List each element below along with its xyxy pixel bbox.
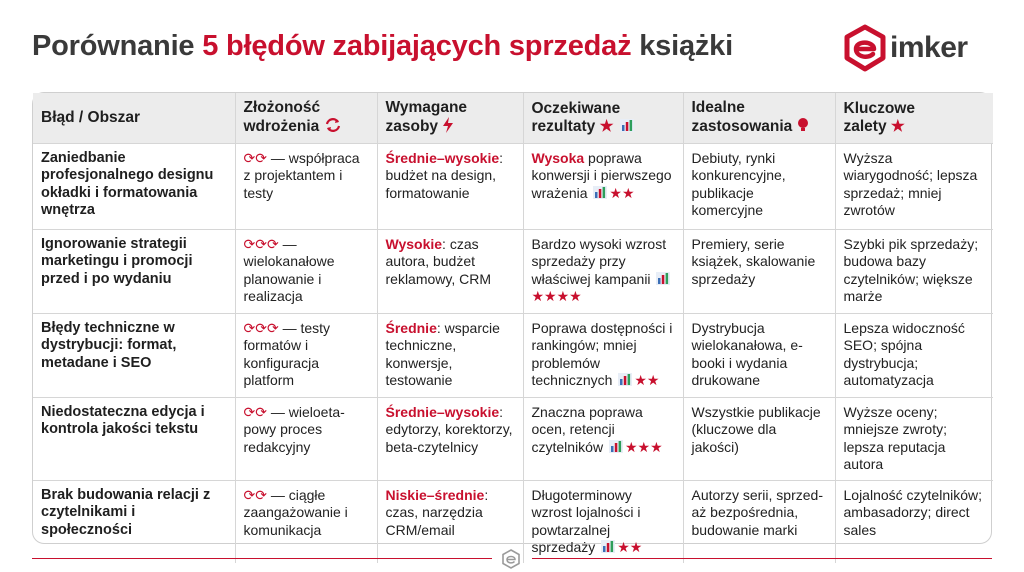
error-area-cell: Niedostateczna edycja i kontrola jakości tekstu [33, 397, 235, 480]
footer-logo-icon [500, 548, 522, 570]
rating-stars: ★★★★ [531, 288, 582, 304]
advantages-cell: Wyższa wiarygodność; lepsza sprzedaż; mniej zwrotów [835, 143, 993, 229]
complexity-cell: ⟳⟳ — współpraca z projektantem i testy [235, 143, 377, 229]
loop-icons: ⟳⟳ [243, 486, 267, 503]
table-row [33, 397, 993, 480]
title-part1: Porównanie [32, 30, 203, 62]
loop-icons: ⟳⟳ [243, 403, 267, 420]
header-complexity: Złożoność wdrożenia [235, 93, 377, 143]
error-area-cell: Brak budowania relacji z czytelnikami i społeczności [33, 480, 235, 563]
error-area-cell: Zaniedbanie profesjonalnego designu okładki i formatowania wnętrza [33, 143, 235, 229]
bar-chart-icon [593, 186, 607, 199]
table-row [33, 229, 993, 313]
lightning-icon [442, 117, 454, 133]
refresh-icon [324, 117, 342, 133]
header-uses: Idealne zastosowania [683, 93, 835, 143]
resources-cell: Niskie–średnie: czas, narzędzia CRM/email [377, 480, 523, 563]
table-header-row [33, 93, 993, 143]
resources-cell: Średnie–wysokie: budżet na design, formatowanie [377, 143, 523, 229]
complexity-cell: ⟳⟳⟳ — testy formatów i konfiguracja platform [235, 313, 377, 397]
results-cell: Bardzo wysoki wzrost sprzedaży przy właściwej kampanii ★★★★ [523, 229, 683, 313]
uses-cell: Autorzy serii, sprzed-aż bezpośrednia, budowanie marki [683, 480, 835, 563]
title-accent: 5 błędów zabijających sprzedaż [202, 30, 632, 62]
results-cell: Znaczna poprawa ocen, retencji czytelników ★★★ [523, 397, 683, 480]
uses-cell: Debiuty, rynki konkurencyjne, publikacje komercyjne [683, 143, 835, 229]
rating-stars: ★★ [617, 539, 643, 555]
results-cell: Długoterminowy wzrost lojalności i powtarzalnej sprzedaży ★★ [523, 480, 683, 563]
resources-cell: Wysokie: czas autora, budżet reklamowy, CRM [377, 229, 523, 313]
footer-divider-right [532, 558, 992, 559]
footer-divider-left [32, 558, 492, 559]
error-area-cell: Błędy techniczne w dystrybucji: format, metadane i SEO [33, 313, 235, 397]
loop-icons: ⟳⟳ [243, 149, 267, 166]
advantages-cell: Szybki pik sprzedaży; budowa bazy czytelników; większe marże [835, 229, 993, 313]
logo-text: imker [890, 31, 968, 64]
complexity-cell: ⟳⟳⟳ — wielokanałowe planowanie i realizacja [235, 229, 377, 313]
results-cell: Wysoka poprawa konwersji i pierwszego wrażenia ★★ [523, 143, 683, 229]
title-part2: książki [631, 30, 733, 62]
complexity-cell: ⟳⟳ — wieloeta-powy proces redakcyjny [235, 397, 377, 480]
uses-cell: Premiery, serie książek, skalowanie sprzedaży [683, 229, 835, 313]
comparison-table [32, 92, 992, 555]
bar-chart-icon [656, 272, 670, 285]
resources-cell: Średnie–wysokie: edytorzy, korektorzy, beta-czytelnicy [377, 397, 523, 480]
brand-logo [842, 20, 1002, 76]
table-row [33, 143, 993, 229]
rating-stars: ★★ [634, 372, 660, 388]
advantages-cell: Lepsza widoczność SEO; spójna dystrybucja; automatyzacja [835, 313, 993, 397]
results-cell: Poprawa dostępności i rankingów; mniej problemów technicznych ★★ [523, 313, 683, 397]
error-area-cell: Ignorowanie strategii marketingu i promocji przed i po wydaniu [33, 229, 235, 313]
complexity-cell: ⟳⟳ — ciągłe zaangażowanie i komunikacja [235, 480, 377, 563]
bar-chart-icon [601, 540, 615, 553]
page-title [32, 30, 733, 63]
advantages-cell: Wyższe oceny; mniejsze zwroty; lepsza reputacja autora [835, 397, 993, 480]
star-icon: ★ [890, 117, 905, 135]
loop-icons: ⟳⟳⟳ [243, 319, 279, 336]
bar-chart-icon [618, 373, 632, 386]
header-advantages: Kluczowe zalety ★ [835, 93, 993, 143]
rating-stars: ★★ [609, 184, 635, 201]
loop-icons: ⟳⟳⟳ [243, 235, 279, 252]
star-icon: ★ [599, 117, 614, 135]
bar-chart-icon [620, 119, 634, 132]
header-resources: Wymagane zasoby [377, 93, 523, 143]
uses-cell: Wszystkie publikacje (kluczowe dla jakości) [683, 397, 835, 480]
header-results: Oczekiwane rezultaty ★ [523, 93, 683, 143]
advantages-cell: Lojalność czytelników; ambasadorzy; direct sales [843, 486, 983, 538]
resources-cell: Średnie: wsparcie techniczne, konwersje, testowanie [377, 313, 523, 397]
table-row [33, 313, 993, 397]
header-error-area: Błąd / Obszar [33, 93, 235, 143]
rating-stars: ★★★ [624, 438, 663, 455]
lightbulb-icon [797, 117, 809, 133]
uses-cell: Dystrybucja wielokanałowa, e-booki i wydania drukowane [683, 313, 835, 397]
bar-chart-icon [609, 440, 623, 453]
e-hexagon-logo-icon [842, 23, 888, 73]
